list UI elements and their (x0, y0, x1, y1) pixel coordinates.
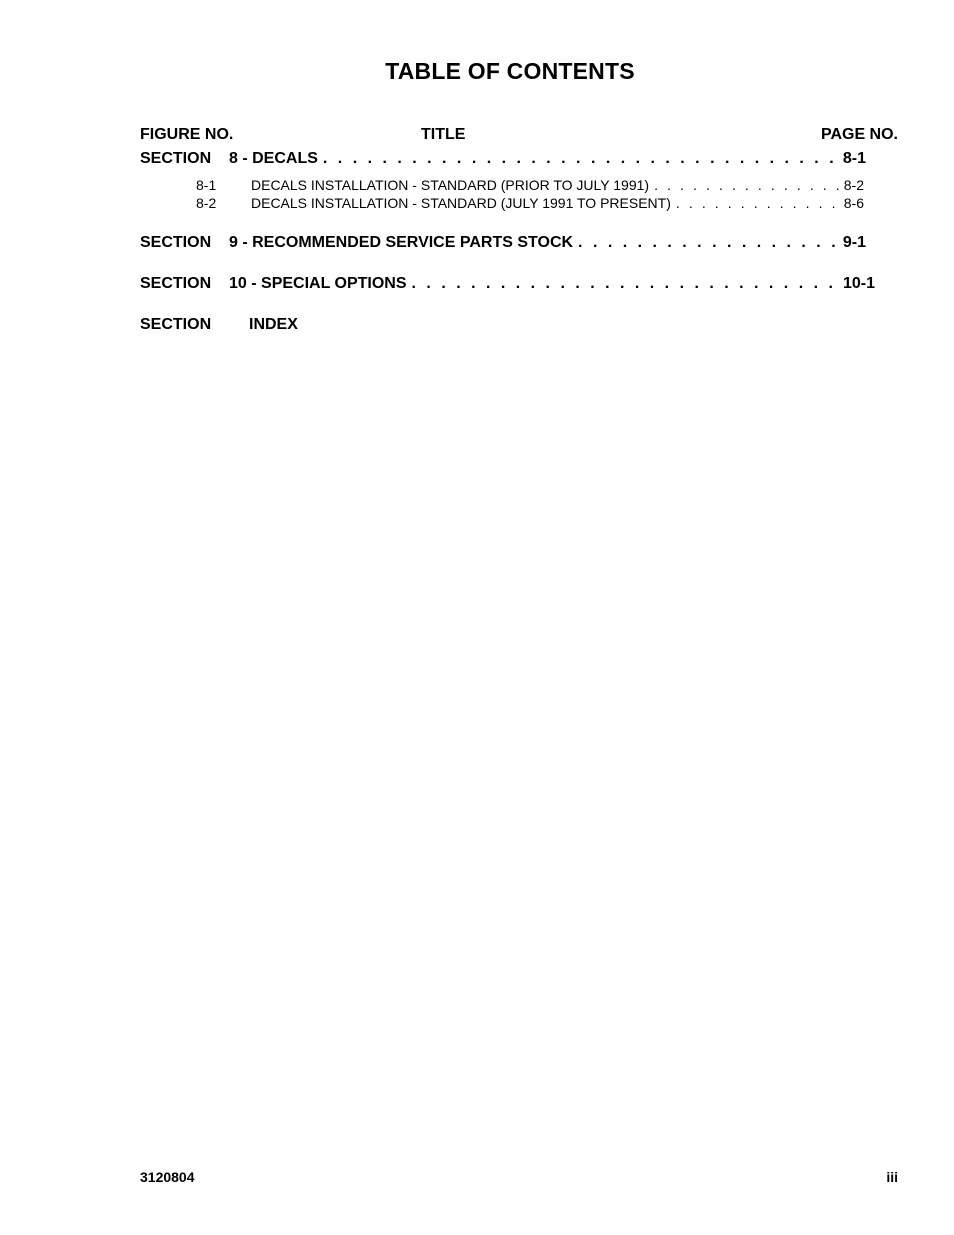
toc-entry-section-9[interactable] (140, 234, 866, 252)
toc-entry-index[interactable] (140, 316, 866, 334)
figure-title: DECALS INSTALLATION - STANDARD (JULY 1991 TO PRESENT) (251, 195, 671, 211)
section-title: 8 - DECALS (229, 150, 318, 167)
section-page-number: 8-1 (842, 150, 866, 167)
figure-page-number: 8-2 (843, 177, 864, 193)
figure-title: DECALS INSTALLATION - STANDARD (PRIOR TO JULY 1991) (251, 177, 650, 193)
document-number: 3120804 (140, 1169, 195, 1185)
toc-entry-section-8[interactable] (140, 150, 866, 168)
section-title: 10 - SPECIAL OPTIONS (229, 275, 407, 292)
section-page-number: 9-1 (842, 234, 866, 251)
title-header: TITLE (421, 126, 466, 143)
section-word: SECTION (140, 150, 212, 167)
figure-number: 8-1 (196, 177, 217, 193)
page-no-header: PAGE NO. (820, 126, 898, 143)
dot-leader (412, 275, 841, 293)
dot-leader (654, 177, 842, 193)
figure-no-header: FIGURE NO. (140, 126, 234, 143)
section-word: SECTION (140, 234, 212, 251)
section-title: INDEX (249, 316, 298, 333)
toc-entry-figure-8-1[interactable] (196, 177, 864, 193)
section-title: 9 - RECOMMENDED SERVICE PARTS STOCK (229, 234, 574, 251)
section-word: SECTION (140, 275, 212, 292)
toc-entry-figure-8-2[interactable] (196, 195, 864, 211)
dot-leader (578, 234, 841, 252)
page-title: TABLE OF CONTENTS (385, 58, 635, 84)
column-headers (140, 126, 898, 148)
page-number: iii (886, 1169, 898, 1185)
section-word: SECTION (140, 316, 212, 333)
figure-number: 8-2 (196, 195, 217, 211)
figure-page-number: 8-6 (843, 195, 864, 211)
dot-leader (676, 195, 842, 211)
toc-entry-section-10[interactable] (140, 275, 875, 293)
dot-leader (323, 150, 841, 168)
section-page-number: 10-1 (842, 275, 875, 292)
